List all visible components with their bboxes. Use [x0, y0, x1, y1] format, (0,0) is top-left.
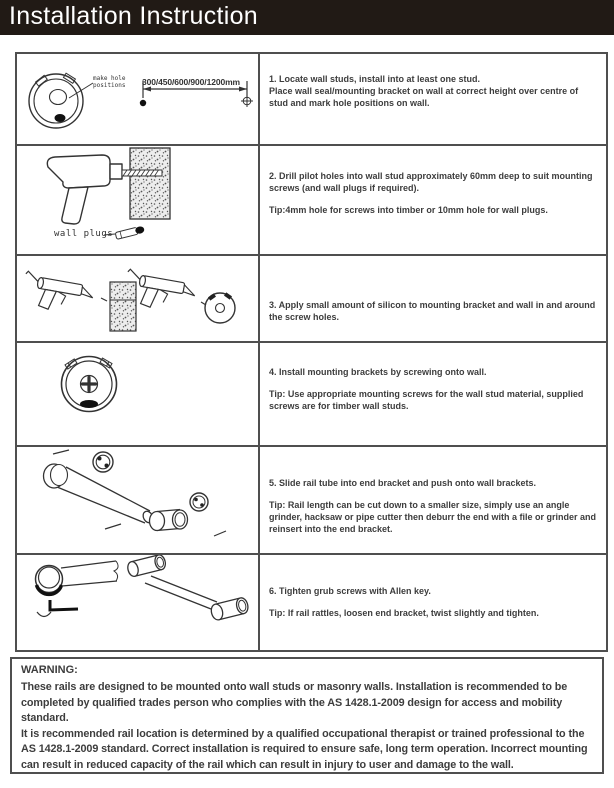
- step-4-text-cell: [260, 343, 606, 445]
- tighten-grub-screw-diagram: [17, 555, 258, 640]
- step-2-tip: Tip:4mm hole for screws into timber or 10mm hole for wall plugs.: [269, 205, 548, 215]
- wall-plugs-label: wall plugs: [54, 229, 114, 239]
- step-4-tip: Tip: Use appropriate mounting screws for the wall stud material, supplied screws are for timber wall studs.: [269, 389, 584, 411]
- page-title: Installation Instruction: [9, 2, 258, 30]
- warning-paragraph-2: It is recommended rail location is determined by a qualified occupational therapist or trained professional to the AS 1428.1-2009 standard. Correct installation is required to ensure safe, long term operation. Incorrect mounting can result in reduced capacity of the rail which can result in injury to user and damage to the wall.: [21, 727, 588, 771]
- step-3-illustration-cell: [17, 256, 260, 341]
- hole-mark-dot: [140, 100, 146, 106]
- warning-title: WARNING:: [21, 664, 78, 676]
- end-bracket-cylinder: [150, 510, 188, 531]
- wall-plug: [115, 226, 145, 240]
- step-row-5: [17, 447, 606, 555]
- step-1-instruction: 1. Locate wall studs, install into at least one stud.: [269, 74, 481, 84]
- bracket-screwed-diagram: [17, 343, 258, 445]
- rail-tube: [44, 464, 155, 524]
- instruction-table: [15, 52, 608, 652]
- step-5-text-cell: [260, 447, 606, 553]
- step-2-illustration-cell: [17, 146, 260, 254]
- step-6-text-cell: [260, 555, 606, 650]
- wall-bracket-disc: [190, 493, 208, 511]
- step-3-instruction: 3. Apply small amount of silicon to mounting bracket and wall in and around the screw holes.: [269, 300, 596, 322]
- step-row-3: [17, 256, 606, 343]
- step-row-2: [17, 146, 606, 256]
- hole-mark-crosshair: [241, 95, 253, 107]
- mounting-bracket: [205, 292, 235, 323]
- rail-length-dimension-label: 300/450/600/900/1200mm: [142, 77, 240, 87]
- warning-paragraph-1: These rails are designed to be mounted onto wall studs or masonry walls. Installation is recommended to be completed by qualified trades person who complies with the AS 1428.1-2009 design for access and mobility standard.: [21, 681, 568, 724]
- end-bracket-closeup: [36, 561, 119, 594]
- step-1-illustration-cell: [17, 54, 260, 144]
- step-5-tip: Tip: Rail length can be cut down to a smaller size, simply use an angle grinder, hacksaw or pipe cutter then deburr the end with a file or grinder and reinsert into the end bracket.: [269, 500, 597, 534]
- step-6-tip: Tip: If rail rattles, loosen end bracket, twist slightly and tighten.: [269, 608, 539, 618]
- step-1-text-cell: [260, 54, 606, 144]
- step-2-instruction: 2. Drill pilot holes into wall stud approximately 60mm deep to suit mounting screws (and wall plugs if required).: [269, 171, 593, 193]
- step-5-illustration-cell: [17, 447, 260, 553]
- silicon-application-diagram: [17, 256, 258, 341]
- step-6-instruction: 6. Tighten grub screws with Allen key.: [269, 586, 431, 596]
- warning-box: [10, 657, 604, 774]
- step-3-text-cell: [260, 256, 606, 341]
- step-4-illustration-cell: [17, 343, 260, 445]
- step-5-instruction: 5. Slide rail tube into end bracket and push onto wall brackets.: [269, 478, 537, 488]
- wall-stud: [130, 148, 170, 219]
- step-4-instruction: 4. Install mounting brackets by screwing onto wall.: [269, 367, 487, 377]
- title-bar: [0, 0, 614, 35]
- step-row-4: [17, 343, 606, 447]
- step-2-text-cell: [260, 146, 606, 254]
- caulking-gun: [20, 271, 95, 317]
- rail-assembly-diagram: [17, 447, 258, 553]
- make-hole-positions-label: make hole positions: [93, 75, 126, 89]
- step-6-illustration-cell: [17, 555, 260, 650]
- step-1-instruction-cont: Place wall seal/mounting bracket on wall at correct height over centre of stud and mark hole positions on wall.: [269, 86, 579, 108]
- assembled-rail: [126, 555, 249, 621]
- wall-stud: [110, 282, 136, 331]
- drill: [47, 155, 122, 224]
- wall-bracket-disc: [93, 452, 113, 472]
- step-row-6: [17, 555, 606, 650]
- wall-flange-diagram: [17, 54, 258, 144]
- step-row-1: [17, 54, 606, 146]
- allen-key: [37, 600, 78, 617]
